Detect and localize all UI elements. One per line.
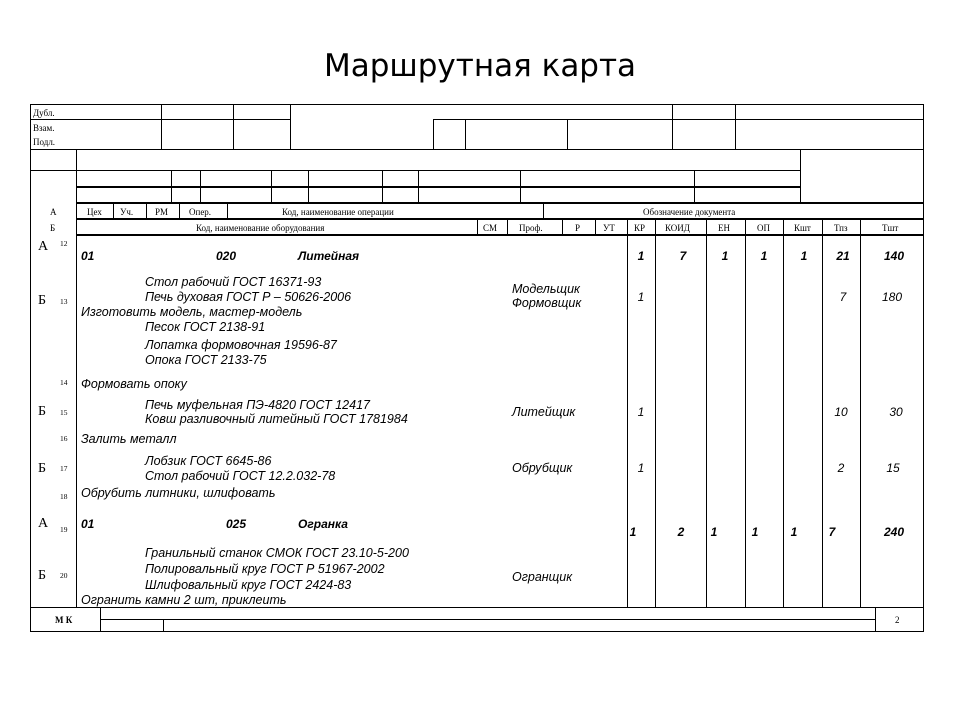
- cell-kr: 1: [637, 461, 645, 475]
- operation-text: Формовать опоку: [81, 377, 187, 391]
- header-rm: РМ: [155, 207, 169, 217]
- equipment-line: Шлифовальный круг ГОСТ 2424-83: [145, 578, 352, 592]
- row-marker: Б: [38, 568, 47, 583]
- equipment-line: Стол рабочий ГОСТ 12.2.032-78: [145, 469, 336, 483]
- page-number: 2: [895, 615, 900, 625]
- cell-kr: 1: [637, 290, 645, 304]
- header-b-marker: Б: [50, 223, 56, 233]
- equipment-line: Ковш разливочный литейный ГОСТ 1781984: [145, 412, 408, 426]
- row-number: 20: [60, 571, 68, 580]
- header-a-marker: А: [50, 207, 57, 217]
- header-document: Обозначение документа: [643, 207, 736, 217]
- row-marker: А: [38, 239, 49, 254]
- cell-koid: 7: [679, 249, 687, 263]
- cell-tpz: 10: [834, 405, 848, 419]
- row-number: 13: [60, 297, 68, 306]
- operation-text: Залить металл: [81, 432, 177, 446]
- operation-text: Обрубить литники, шлифовать: [81, 486, 276, 500]
- header-en: ЕН: [718, 223, 730, 233]
- row-number: 12: [60, 239, 68, 248]
- row-number: 18: [60, 492, 68, 501]
- equipment-line: Гранильный станок СМОК ГОСТ 23.10-5-200: [145, 546, 409, 560]
- header-kod-equipment: Код, наименование оборудования: [196, 223, 325, 233]
- row-marker: Б: [38, 404, 47, 419]
- equipment-line: Печь духовая ГОСТ Р – 50626-2006: [145, 290, 352, 304]
- page-title: Маршрутная карта: [323, 48, 637, 84]
- profession: Литейщик: [512, 405, 576, 419]
- cell-kr: 1: [637, 249, 645, 263]
- header-tpz: Тпз: [834, 223, 848, 233]
- equipment-line: Лобзик ГОСТ 6645-86: [145, 454, 272, 468]
- operation-name: Литейная: [298, 249, 360, 263]
- header-ut: УТ: [603, 223, 615, 233]
- equipment-line: Лопатка формовочная 19596-87: [145, 338, 337, 352]
- cell-tpz: 21: [836, 249, 850, 263]
- header-r: Р: [575, 223, 581, 233]
- cell-en: 1: [710, 525, 718, 539]
- cell-kst: 1: [790, 525, 798, 539]
- operation-text: Изготовить модель, мастер-модель: [81, 305, 303, 319]
- row-marker: Б: [38, 293, 47, 308]
- operation-ceh: 01: [81, 517, 95, 531]
- row-number: 14: [60, 378, 68, 387]
- header-sm: СМ: [483, 223, 498, 233]
- cell-en: 1: [721, 249, 729, 263]
- cell-tst: 180: [881, 290, 903, 304]
- cell-kst: 1: [800, 249, 808, 263]
- cell-tpz: 7: [839, 290, 847, 304]
- header-kod-operation: Код, наименование операции: [282, 207, 394, 217]
- operation-code: 020: [216, 249, 237, 263]
- header-prof: Проф.: [519, 223, 543, 233]
- cell-kr: 1: [637, 405, 645, 419]
- cell-tst: 140: [883, 249, 905, 263]
- cell-tst: 15: [886, 461, 900, 475]
- profession: Формовщик: [512, 296, 582, 310]
- profession: Модельщик: [512, 282, 580, 296]
- operation-text: Огранить камни 2 шт, приклеить: [81, 593, 287, 607]
- row-number: 16: [60, 434, 68, 443]
- stamp-podl: Подл.: [33, 137, 56, 147]
- row-number: 19: [60, 525, 68, 534]
- stamp-dubl: Дубл.: [33, 108, 55, 118]
- footer-mk: М К: [55, 615, 73, 625]
- operation-code: 025: [226, 517, 247, 531]
- header-op: ОП: [757, 223, 770, 233]
- cell-kr: 1: [629, 525, 637, 539]
- header-tst: Тшт: [882, 223, 899, 233]
- row-number: 15: [60, 408, 68, 417]
- profession: Обрубщик: [512, 461, 573, 475]
- equipment-line: Песок ГОСТ 2138-91: [145, 320, 266, 334]
- header-koid: КОИД: [665, 223, 690, 233]
- cell-tpz: 2: [837, 461, 845, 475]
- row-marker: Б: [38, 461, 47, 476]
- equipment-line: Опока ГОСТ 2133-75: [145, 353, 267, 367]
- cell-koid: 2: [677, 525, 685, 539]
- header-oper: Опер.: [189, 207, 212, 217]
- cell-tst: 240: [883, 525, 905, 539]
- profession: Огранщик: [512, 570, 573, 584]
- equipment-line: Стол рабочий ГОСТ 16371-93: [145, 275, 322, 289]
- equipment-line: Печь муфельная ПЭ-4820 ГОСТ 12417: [145, 398, 370, 412]
- cell-op: 1: [751, 525, 759, 539]
- equipment-line: Полировальный круг ГОСТ Р 51967-2002: [145, 562, 385, 576]
- row-number: 17: [60, 464, 68, 473]
- operation-name: Огранка: [298, 517, 348, 531]
- header-ceh: Цех: [87, 207, 102, 217]
- header-uch: Уч.: [120, 207, 134, 217]
- header-kr: КР: [634, 223, 646, 233]
- cell-op: 1: [760, 249, 768, 263]
- cell-tst: 30: [889, 405, 903, 419]
- header-kst: Кшт: [794, 223, 811, 233]
- row-marker: А: [38, 516, 49, 531]
- stamp-vzam: Взам.: [33, 123, 55, 133]
- cell-tpz: 7: [828, 525, 836, 539]
- operation-ceh: 01: [81, 249, 95, 263]
